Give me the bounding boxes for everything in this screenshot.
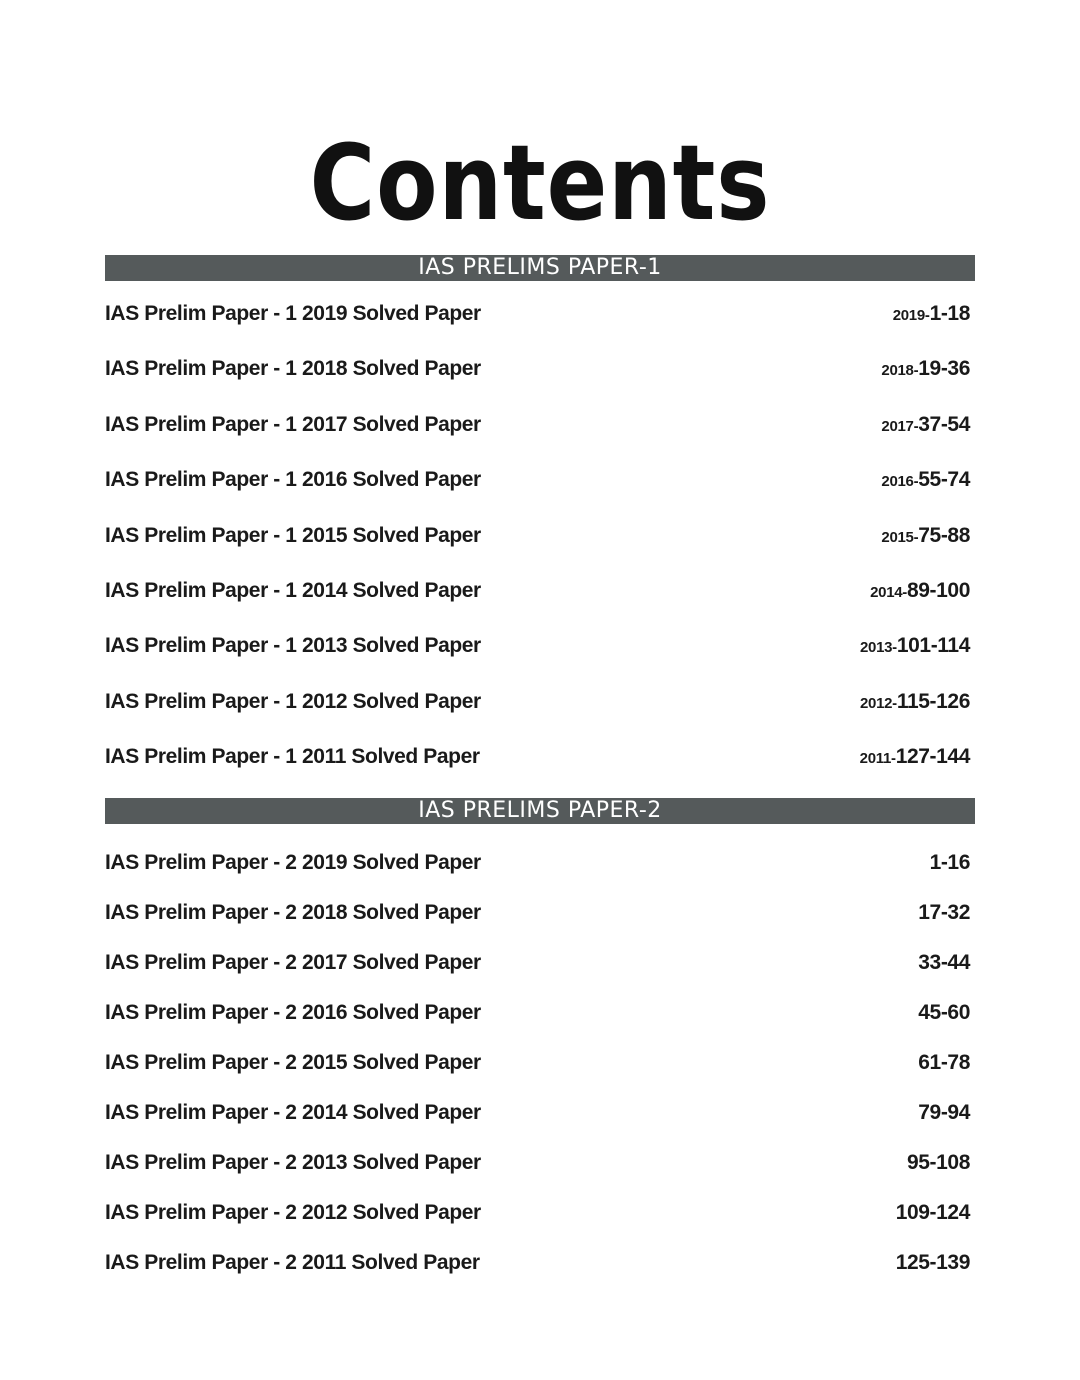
toc-entry-title: IAS Prelim Paper - 2 2017 Solved Paper [105,951,481,974]
toc-entry-page-range [870,579,970,603]
section-heading-paper-2: IAS PRELIMS PAPER-2 [105,798,975,824]
toc-entry-pages: 95-108 [907,1151,970,1174]
toc-entry [105,951,970,1001]
toc-entry-pages: 1-18 [929,302,970,325]
toc-entry-pages: 127-144 [895,745,970,769]
toc-entry-pages: 17-32 [918,901,970,924]
toc-entry-title: IAS Prelim Paper - 2 2015 Solved Paper [105,1051,481,1074]
toc-entry-pages: 75-88 [918,523,970,547]
toc-entry-title: IAS Prelim Paper - 2 2011 Solved Paper [105,1251,480,1274]
toc-entry-pages: 115-126 [896,689,970,713]
toc-entry-title: IAS Prelim Paper - 1 2016 Solved Paper [105,468,481,492]
toc-entry-title: IAS Prelim Paper - 2 2016 Solved Paper [105,1001,481,1024]
toc-entry [105,745,970,800]
toc-entry-page-range [918,951,970,975]
toc-entry-page-range [930,851,970,875]
toc-entry-page-range [896,1201,970,1225]
toc-entry-page-range [881,524,970,548]
toc-entry-title: IAS Prelim Paper - 1 2012 Solved Paper [105,689,481,713]
toc-entry-year-prefix: 2013- [860,639,897,657]
toc-entry [105,1251,970,1301]
toc-list-paper-2 [105,851,970,1301]
toc-entry-year-prefix: 2012- [860,694,897,712]
toc-entry-page-range [881,357,970,381]
toc-entry-pages: 109-124 [895,1201,970,1224]
toc-entry-pages: 19-36 [918,357,970,381]
toc-entry [105,1051,970,1101]
toc-entry-page-range [896,1251,970,1275]
toc-entry-title: IAS Prelim Paper - 1 2019 Solved Paper [105,302,481,325]
toc-entry [105,357,970,412]
page-title: Contents [309,122,771,244]
toc-entry [105,1151,970,1201]
toc-entry-title: IAS Prelim Paper - 2 2012 Solved Paper [105,1201,481,1224]
toc-entry-title: IAS Prelim Paper - 2 2018 Solved Paper [105,901,481,924]
toc-entry-year-prefix: 2014- [870,583,907,601]
section-heading-paper-1: IAS PRELIMS PAPER-1 [105,255,975,281]
toc-entry-pages: 61-78 [918,1051,970,1074]
toc-entry-page-range [860,690,970,714]
toc-entry [105,413,970,468]
toc-entry-page-range [918,1051,970,1075]
toc-entry [105,901,970,951]
toc-entry-page-range [881,468,970,492]
toc-entry-title: IAS Prelim Paper - 2 2013 Solved Paper [105,1151,481,1174]
toc-entry [105,851,970,901]
toc-entry-page-range [907,1151,970,1175]
toc-entry-page-range [918,1001,970,1025]
toc-entry [105,468,970,523]
toc-entry-year-prefix: 2015- [881,528,919,546]
toc-entry [105,524,970,579]
toc-entry-year-prefix: 2016- [881,473,919,491]
toc-entry [105,1101,970,1151]
toc-entry-page-range [881,413,970,437]
toc-entry-year-prefix: 2019- [892,307,930,324]
toc-entry-pages: 125-139 [895,1251,970,1274]
toc-entry-title: IAS Prelim Paper - 1 2015 Solved Paper [105,523,481,547]
toc-entry-pages: 1-16 [929,851,970,874]
toc-entry-title: IAS Prelim Paper - 1 2013 Solved Paper [105,634,481,658]
toc-entry-title: IAS Prelim Paper - 1 2014 Solved Paper [105,578,481,602]
toc-entry-title: IAS Prelim Paper - 2 2019 Solved Paper [105,851,481,874]
toc-entry-pages: 55-74 [918,468,970,492]
toc-entry-page-range [918,1101,970,1125]
toc-entry-page-range [860,634,970,658]
toc-entry [105,1201,970,1251]
toc-entry [105,579,970,634]
toc-entry [105,1001,970,1051]
toc-entry-page-range [893,302,970,326]
toc-entry-pages: 45-60 [918,1001,970,1024]
toc-list-paper-1 [105,302,970,801]
toc-entry-title: IAS Prelim Paper - 1 2017 Solved Paper [105,412,481,436]
toc-entry-pages: 89-100 [907,578,970,602]
toc-entry [105,634,970,689]
toc-entry-year-prefix: 2017- [881,417,919,435]
toc-entry-title: IAS Prelim Paper - 1 2018 Solved Paper [105,357,481,381]
toc-entry-pages: 101-114 [896,634,970,658]
toc-entry-pages: 33-44 [918,951,970,974]
toc-entry-page-range [860,745,970,769]
toc-entry-year-prefix: 2011- [859,750,896,768]
toc-entry-pages: 37-54 [918,412,970,436]
toc-entry [105,302,970,357]
toc-entry-title: IAS Prelim Paper - 1 2011 Solved Paper [105,745,480,769]
toc-entry-pages: 79-94 [918,1101,970,1124]
toc-entry [105,690,970,745]
toc-entry-page-range [918,901,970,925]
toc-entry-year-prefix: 2018- [881,362,919,380]
toc-entry-title: IAS Prelim Paper - 2 2014 Solved Paper [105,1101,481,1124]
